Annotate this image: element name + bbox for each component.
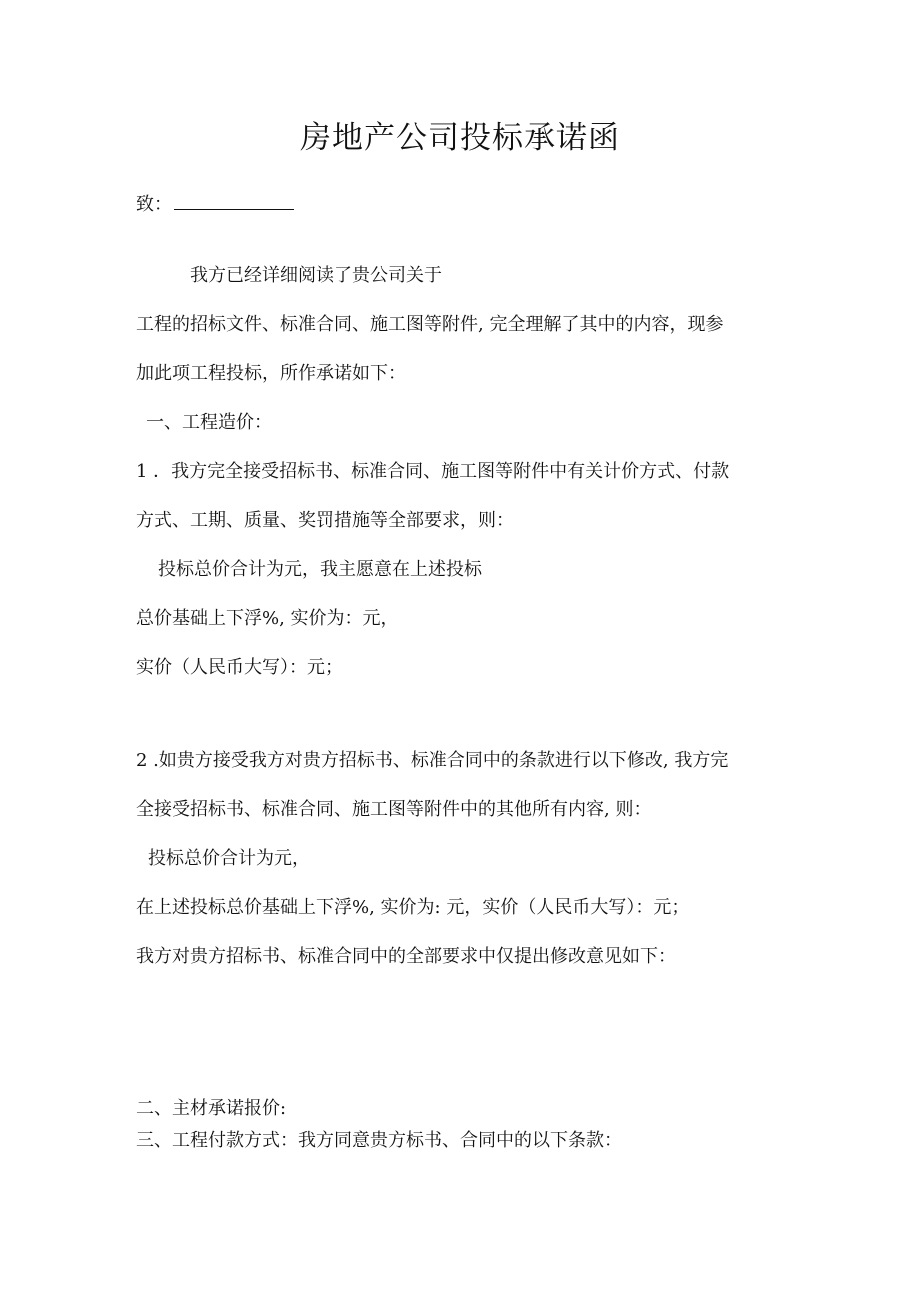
item-1-line-5: 实价（人民币大写）：元； [136,657,343,678]
section-3-heading: 三、工程付款方式：我方同意贵方标书、合同中的以下条款： [136,1130,622,1151]
section-1-heading: 一、工程造价： [146,412,272,433]
section-2-heading: 二、主材承诺报价: [136,1098,287,1119]
item-2-line-1: 2 .如贵方接受我方对贵方招标书、标准合同中的条款进行以下修改, 我方完 [136,750,729,771]
item-2-line-3: 投标总价合计为元， [148,848,310,869]
item-1-line-2: 方式、工期、质量、奖罚措施等全部要求，则： [136,510,514,531]
document-title: 房地产公司投标承诺函 [300,120,620,156]
recipient-label: 致： [136,194,172,215]
intro-paragraph-line-3: 加此项工程投标，所作承诺如下： [136,363,406,384]
item-2-line-2: 全接受招标书、标准合同、施工图等附件中的其他所有内容, 则： [136,799,652,820]
item-1-line-3: 投标总价合计为元，我主愿意在上述投标 [158,559,482,580]
intro-paragraph-line-2: 工程的招标文件、标准合同、施工图等附件, 完全理解了其中的内容，现参 [136,314,724,335]
item-2-line-5: 我方对贵方招标书、标准合同中的全部要求中仅提出修改意见如下： [136,946,676,967]
item-2-line-4: 在上述投标总价基础上下浮%, 实价为: 元，实价（人民币大写）：元； [136,897,690,918]
item-1-line-4: 总价基础上下浮%, 实价为：元， [136,608,399,629]
item-1-line-1: 1 ．我方完全接受招标书、标准合同、施工图等附件中有关计价方式、付款 [136,461,730,482]
recipient-blank [174,195,294,210]
recipient-line [136,192,294,218]
intro-paragraph-line-1: 我方已经详细阅读了贵公司关于 [190,265,442,286]
